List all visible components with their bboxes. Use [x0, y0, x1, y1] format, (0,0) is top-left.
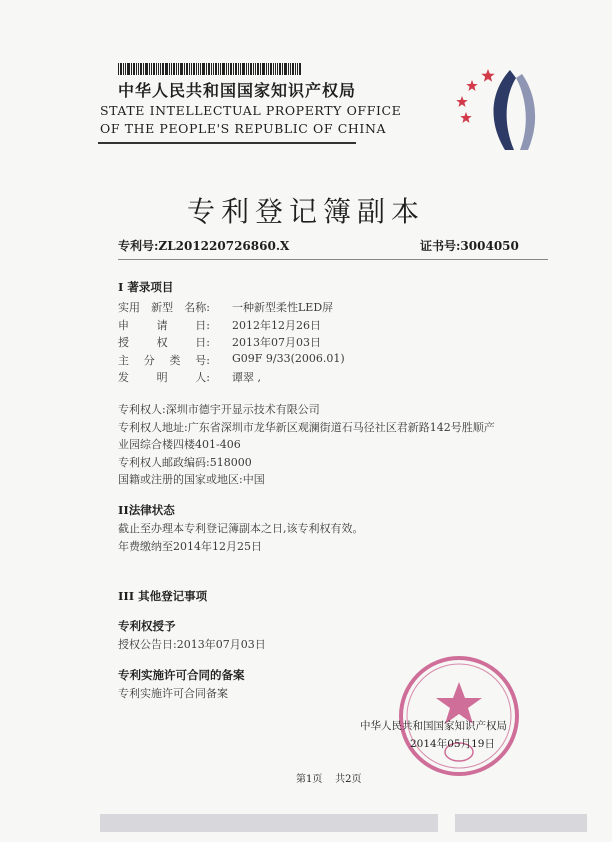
bib-label	[118, 299, 210, 315]
bib-label-part: 请	[156, 318, 168, 332]
section-heading-other: III 其他登记事项	[118, 589, 208, 603]
bib-label-part: 人:	[195, 371, 210, 385]
bib-label-part: 号:	[195, 353, 210, 367]
issue-date: 2014年05月19日	[410, 738, 495, 750]
org-name-en-line2: OF THE PEOPLE'S REPUBLIC OF CHINA	[100, 121, 387, 136]
bib-value: 2013年07月03日	[232, 336, 321, 350]
nationality: 国籍或注册的国家或地区:中国	[118, 473, 265, 486]
official-seal-icon	[395, 652, 523, 780]
barcode	[118, 63, 310, 75]
bib-label-part: 分	[143, 353, 155, 367]
bib-label-part: 日:	[195, 336, 210, 350]
logo-star	[481, 69, 494, 82]
patentee-address-line2: 业园综合楼四楼401-406	[118, 438, 241, 451]
grant-heading: 专利权授予	[118, 619, 176, 633]
bib-label-part: 授	[118, 336, 129, 350]
bib-label-part: 日:	[195, 318, 210, 332]
issuer-name: 中华人民共和国国家知识产权局	[360, 720, 507, 732]
bib-label-part: 新型	[151, 301, 174, 314]
logo-arch-light	[516, 74, 535, 150]
license-text: 专利实施许可合同备案	[118, 687, 228, 700]
bib-value: 一种新型柔性LED屏	[232, 301, 334, 314]
bib-label-part: 主	[118, 353, 129, 367]
document-title: 专利登记簿副本	[186, 195, 425, 228]
license-heading: 专利实施许可合同的备案	[118, 668, 245, 682]
logo-arch-dark	[494, 70, 516, 150]
bib-label-part: 发	[118, 371, 129, 385]
grant-announcement-date: 授权公告日:2013年07月03日	[118, 638, 266, 651]
scan-edge-bar	[100, 814, 438, 832]
bib-label	[118, 334, 210, 350]
bib-value: G09F 9/33(2006.01)	[232, 351, 345, 365]
org-name-cn: 中华人民共和国国家知识产权局	[118, 81, 357, 100]
sipo-logo-icon	[450, 62, 550, 152]
annual-fee-text: 年费缴纳至2014年12月25日	[118, 540, 262, 553]
logo-star	[456, 96, 467, 107]
bib-label	[118, 352, 210, 368]
bib-label	[118, 317, 210, 333]
org-name-en-line1: STATE INTELLECTUAL PROPERTY OFFICE	[100, 103, 402, 118]
scan-edge-bar	[455, 814, 587, 832]
bib-value: 2012年12月26日	[232, 318, 321, 332]
legal-status-text: 截止至办理本专利登记簿副本之日,该专利权有效。	[118, 522, 364, 535]
patentee-address-line1: 专利权人地址:广东省深圳市龙华新区观澜街道石马径社区君新路142号胜顺产	[118, 421, 495, 434]
section-heading-legal-status: II法律状态	[118, 503, 175, 517]
patent-number: 专利号:ZL201220726860.X	[118, 239, 290, 253]
section-heading-bibliographic: I 著录项目	[118, 280, 174, 294]
logo-star	[466, 80, 477, 91]
bib-label-part: 申	[118, 318, 129, 332]
bib-label-part: 权	[156, 336, 168, 350]
patentee: 专利权人:深圳市德宇开显示技术有限公司	[118, 403, 320, 416]
logo-star	[460, 112, 471, 123]
bib-value: 谭翠 ,	[232, 371, 261, 385]
page-indicator: 第1页 共2页	[296, 774, 362, 785]
bib-label-part: 实用	[118, 301, 140, 314]
logo-stars	[456, 69, 494, 123]
bib-label	[118, 369, 210, 385]
bib-label-part: 类	[169, 353, 181, 367]
bib-label-part: 明	[156, 371, 168, 385]
divider	[118, 259, 548, 260]
certificate-number: 证书号:3004050	[420, 239, 519, 253]
header-rule	[98, 142, 356, 144]
patentee-postcode: 专利权人邮政编码:518000	[118, 456, 252, 469]
bib-label-part: 名称:	[184, 301, 210, 314]
